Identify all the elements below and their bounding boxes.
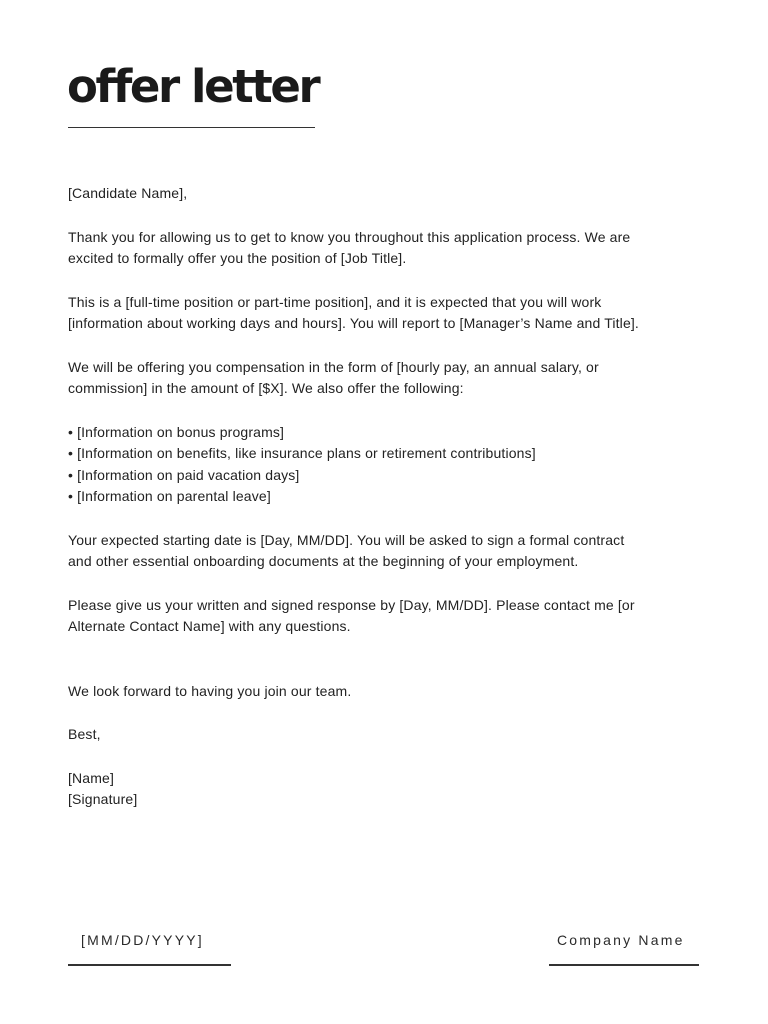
name-placeholder: [Name] — [68, 769, 115, 786]
sign-off: Best, — [68, 726, 101, 742]
list-item-bonus: • [Information on bonus programs] — [68, 422, 708, 444]
benefits-list — [68, 422, 708, 508]
paragraph-start-date-line-2: and other essential onboarding documents at the beginning of your employment. — [68, 553, 579, 569]
footer-date-rule — [68, 964, 231, 966]
spacer — [68, 573, 708, 595]
spacer — [68, 702, 708, 724]
spacer — [68, 746, 708, 768]
list-item-benefits: • [Information on benefits, like insurance plans or retirement contributions] — [68, 443, 708, 465]
closing-sentence: We look forward to having you join our team. — [68, 682, 352, 699]
spacer — [68, 400, 708, 422]
spacer — [68, 638, 708, 681]
paragraph-intro-line-1: Thank you for allowing us to get to know you throughout this application process. We are — [68, 228, 631, 245]
paragraph-compensation-line-1: We will be offering you compensation in the form of [hourly pay, an annual salary, or — [68, 358, 599, 375]
paragraph-response-line-2: Alternate Contact Name] with any questions. — [68, 618, 351, 634]
paragraph-position-line-1: This is a [full-time position or part-time position], and it is expected that you will work — [68, 293, 602, 310]
paragraph-response-line-1: Please give us your written and signed response by [Day, MM/DD]. Please contact me [or — [68, 596, 635, 613]
salutation: [Candidate Name], — [68, 185, 188, 201]
paragraph-position-line-2: [information about working days and hours]. You will report to [Manager’s Name and Title]. — [68, 315, 639, 331]
paragraph-intro-line-2: excited to formally offer you the position of [Job Title]. — [68, 250, 407, 266]
paragraph-compensation-line-2: commission] in the amount of [$X]. We also offer the following: — [68, 380, 464, 396]
paragraph-start-date-line-1: Your expected starting date is [Day, MM/DD]. You will be asked to sign a formal contract — [68, 531, 625, 548]
list-item-parental-leave: • [Information on parental leave] — [68, 486, 708, 508]
spacer — [68, 270, 708, 292]
footer-date: [MM/DD/YYYY] — [81, 932, 204, 948]
footer-company-rule — [549, 964, 699, 966]
spacer — [68, 205, 708, 227]
signature-placeholder: [Signature] — [68, 791, 138, 807]
footer-company-name: Company Name — [557, 932, 685, 948]
spacer — [68, 508, 708, 530]
letter-body — [68, 183, 708, 811]
spacer — [68, 335, 708, 357]
list-item-vacation: • [Information on paid vacation days] — [68, 465, 708, 487]
title-underline — [68, 127, 315, 128]
letter-title: offer letter — [67, 60, 319, 113]
